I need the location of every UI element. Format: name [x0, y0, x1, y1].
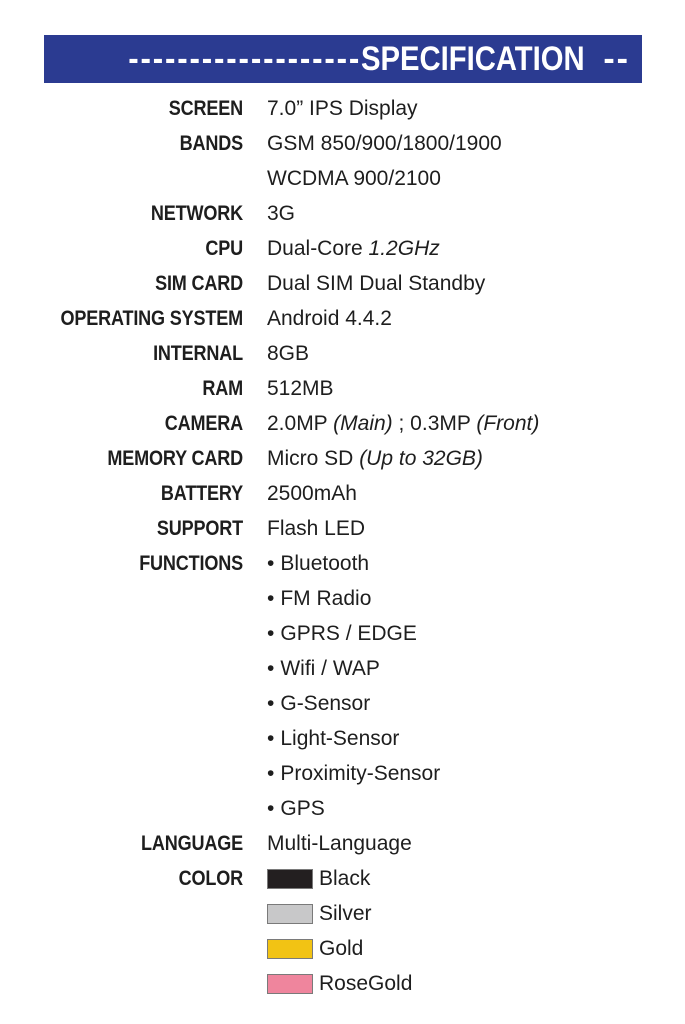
- color-option: Silver: [267, 902, 372, 926]
- function-item: • G-Sensor: [267, 691, 371, 715]
- spec-label: SCREEN: [168, 96, 243, 120]
- spec-value: 3G: [267, 201, 296, 225]
- camera-main-note: (Main): [333, 411, 393, 435]
- camera-front: ; 0.3MP: [392, 411, 477, 435]
- spec-row-ram: [0, 371, 685, 406]
- spec-value: 7.0” IPS Display: [267, 96, 418, 120]
- cpu-speed: 1.2GHz: [368, 236, 440, 260]
- spec-label: RAM: [202, 376, 243, 400]
- spec-value: Dual SIM Dual Standby: [267, 271, 486, 295]
- spec-label: INTERNAL: [153, 341, 243, 365]
- camera-front-note: (Front): [476, 411, 540, 435]
- color-swatch: [267, 974, 313, 994]
- bullet-icon: •: [267, 761, 275, 785]
- header-title: SPECIFICATION: [361, 39, 585, 78]
- spec-row-camera: [0, 406, 685, 441]
- spec-value: 2500mAh: [267, 481, 357, 505]
- spec-row-support: [0, 511, 685, 546]
- function-item: • Wifi / WAP: [267, 656, 380, 680]
- header-dashes: -------------------: [128, 39, 362, 78]
- spec-label: OPERATING SYSTEM: [60, 306, 243, 330]
- spec-row-memory-card: [0, 441, 685, 476]
- spec-row-sim-card: [0, 266, 685, 301]
- color-swatch: [267, 904, 313, 924]
- spec-value: 512MB: [267, 376, 334, 400]
- spec-row-color: [0, 861, 685, 896]
- function-item: • Light-Sensor: [267, 726, 400, 750]
- spec-label: COLOR: [178, 866, 243, 890]
- color-option: Gold: [267, 937, 363, 961]
- color-swatch: [267, 869, 313, 889]
- function-item: • FM Radio: [267, 586, 372, 610]
- bullet-icon: •: [267, 586, 275, 610]
- header-tail: --: [603, 39, 630, 78]
- spec-row-functions-cont: [0, 651, 685, 686]
- spec-label: BANDS: [179, 131, 243, 155]
- spec-value: 8GB: [267, 341, 310, 365]
- spec-row-battery: [0, 476, 685, 511]
- spec-row-bands: [0, 126, 685, 161]
- spec-value: Flash LED: [267, 516, 366, 540]
- spec-label: CAMERA: [164, 411, 243, 435]
- spec-row-network: [0, 196, 685, 231]
- spec-row-cpu: [0, 231, 685, 266]
- spec-row-functions-cont: [0, 756, 685, 791]
- bullet-icon: •: [267, 691, 275, 715]
- spec-label: BATTERY: [160, 481, 243, 505]
- spec-label: FUNCTIONS: [139, 551, 243, 575]
- spec-value: Android 4.4.2: [267, 306, 392, 330]
- spec-row-language: [0, 826, 685, 861]
- bullet-icon: •: [267, 796, 275, 820]
- spec-value: [267, 412, 539, 436]
- spec-row-functions-cont: [0, 791, 685, 826]
- memory-card-type: Micro SD: [267, 446, 360, 470]
- spec-row-os: [0, 301, 685, 336]
- specification-header: [44, 35, 642, 83]
- bullet-icon: •: [267, 656, 275, 680]
- spec-row-color-cont: [0, 966, 685, 1001]
- function-item: • GPS: [267, 796, 325, 820]
- spec-label: NETWORK: [150, 201, 243, 225]
- spec-label: MEMORY CARD: [107, 446, 244, 470]
- spec-value: Multi-Language: [267, 831, 412, 855]
- memory-card-limit: (Up to 32GB): [359, 446, 483, 470]
- spec-row-functions-cont: [0, 721, 685, 756]
- spec-table: [0, 91, 685, 1001]
- spec-value: WCDMA 900/2100: [267, 166, 441, 190]
- function-item: • GPRS / EDGE: [267, 621, 417, 645]
- cpu-type: Dual-Core: [267, 236, 369, 260]
- spec-row-functions-cont: [0, 581, 685, 616]
- spec-label: SUPPORT: [156, 516, 243, 540]
- spec-row-color-cont: [0, 931, 685, 966]
- bullet-icon: •: [267, 726, 275, 750]
- spec-value: [267, 237, 440, 261]
- spec-row-functions: [0, 546, 685, 581]
- color-swatch: [267, 939, 313, 959]
- bullet-icon: •: [267, 551, 275, 575]
- spec-row-functions-cont: [0, 616, 685, 651]
- spec-row-bands-cont: [0, 161, 685, 196]
- spec-label: SIM CARD: [155, 271, 243, 295]
- color-option: RoseGold: [267, 972, 412, 996]
- spec-row-internal: [0, 336, 685, 371]
- spec-row-functions-cont: [0, 686, 685, 721]
- bullet-icon: •: [267, 621, 275, 645]
- color-option: Black: [267, 867, 370, 891]
- camera-main: 2.0MP: [267, 411, 334, 435]
- function-item: • Bluetooth: [267, 551, 370, 575]
- function-item: • Proximity-Sensor: [267, 761, 441, 785]
- spec-label: CPU: [205, 236, 243, 260]
- spec-value: [267, 447, 483, 471]
- spec-row-color-cont: [0, 896, 685, 931]
- spec-label: LANGUAGE: [141, 831, 243, 855]
- spec-row-screen: [0, 91, 685, 126]
- spec-value: GSM 850/900/1800/1900: [267, 131, 502, 155]
